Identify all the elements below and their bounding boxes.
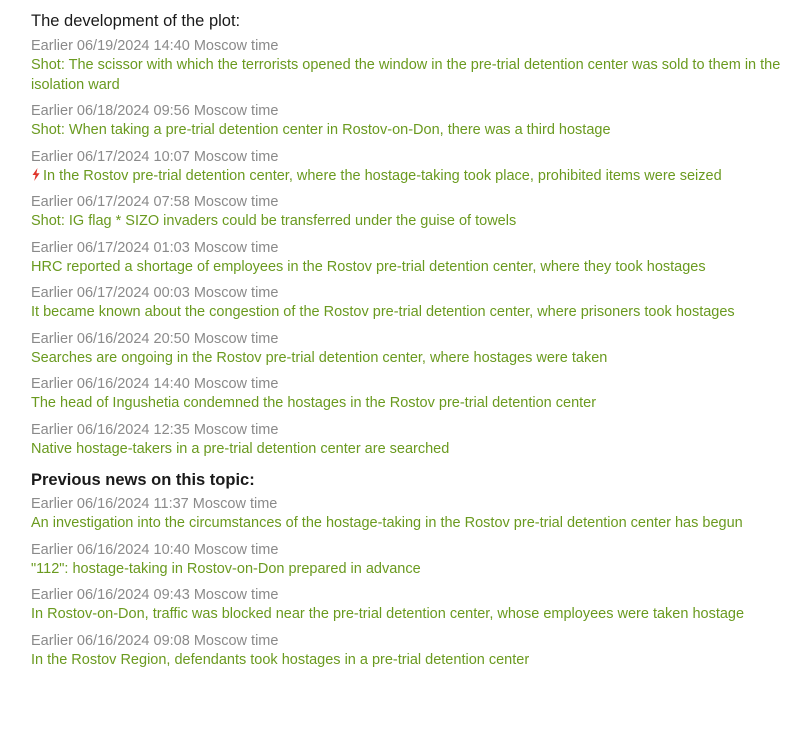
- previous-section-title: Previous news on this topic:: [31, 471, 255, 489]
- list-item: [31, 495, 781, 534]
- plot-section-title: The development of the plot:: [31, 12, 241, 30]
- list-item: [31, 148, 781, 187]
- item-timestamp: Earlier 06/18/2024 09:56 Moscow time: [31, 103, 279, 119]
- item-timestamp: Earlier 06/16/2024 12:35 Moscow time: [31, 421, 279, 438]
- item-timestamp: Earlier 06/17/2024 01:03 Moscow time: [31, 239, 279, 256]
- news-link[interactable]: The head of Ingushetia condemned the hostages in the Rostov pre-trial detention center: [31, 395, 597, 411]
- news-link[interactable]: Native hostage-takers in a pre-trial detention center are searched: [31, 440, 450, 457]
- news-link[interactable]: An investigation into the circumstances of the hostage-taking in the Rostov pre-trial detention center has begun: [31, 515, 743, 531]
- list-item: [31, 193, 781, 232]
- list-item: [31, 586, 781, 625]
- item-timestamp: Earlier 06/16/2024 09:08 Moscow time: [31, 632, 279, 649]
- item-timestamp: Earlier 06/16/2024 09:43 Moscow time: [31, 587, 279, 603]
- news-link[interactable]: Shot: IG flag * SIZO invaders could be transferred under the guise of towels: [31, 213, 517, 229]
- list-item: [31, 37, 781, 95]
- news-link[interactable]: HRC reported a shortage of employees in the Rostov pre-trial detention center, where they took hostages: [31, 258, 706, 275]
- list-item: [31, 239, 781, 278]
- item-timestamp: Earlier 06/19/2024 14:40 Moscow time: [31, 38, 279, 54]
- list-item: [31, 632, 781, 671]
- list-item: [31, 375, 781, 414]
- list-item: [31, 421, 781, 460]
- item-timestamp: Earlier 06/16/2024 20:50 Moscow time: [31, 330, 279, 347]
- item-timestamp: Earlier 06/17/2024 00:03 Moscow time: [31, 285, 279, 301]
- previous-list: [31, 495, 781, 670]
- item-timestamp: Earlier 06/16/2024 11:37 Moscow time: [31, 496, 278, 512]
- item-timestamp: Earlier 06/16/2024 10:40 Moscow time: [31, 541, 279, 558]
- news-link[interactable]: "112": hostage-taking in Rostov-on-Don prepared in advance: [31, 560, 421, 577]
- news-link[interactable]: In the Rostov Region, defendants took hostages in a pre-trial detention center: [31, 651, 530, 668]
- news-link[interactable]: Shot: The scissor with which the terrorists opened the window in the pre-trial detention center was sold to them in the isolation ward: [31, 57, 781, 93]
- news-link[interactable]: It became known about the congestion of the Rostov pre-trial detention center, where prisoners took hostages: [31, 304, 735, 320]
- plot-list: [31, 37, 781, 459]
- list-item: [31, 284, 781, 323]
- list-item: [31, 330, 781, 369]
- news-link[interactable]: Shot: When taking a pre-trial detention center in Rostov-on-Don, there was a third hostage: [31, 122, 611, 138]
- news-link[interactable]: [31, 167, 781, 187]
- news-link[interactable]: In Rostov-on-Don, traffic was blocked near the pre-trial detention center, whose employees were taken hostage: [31, 606, 745, 622]
- item-timestamp: Earlier 06/16/2024 14:40 Moscow time: [31, 376, 279, 392]
- list-item: [31, 541, 781, 580]
- list-item: [31, 102, 781, 141]
- item-timestamp: Earlier 06/17/2024 10:07 Moscow time: [31, 148, 279, 165]
- news-link-text: In the Rostov pre-trial detention center, where the hostage-taking took place, prohibited items were seized: [43, 167, 722, 184]
- lightning-icon: [31, 168, 41, 181]
- news-link[interactable]: Searches are ongoing in the Rostov pre-trial detention center, where hostages were taken: [31, 349, 608, 366]
- item-timestamp: Earlier 06/17/2024 07:58 Moscow time: [31, 194, 279, 210]
